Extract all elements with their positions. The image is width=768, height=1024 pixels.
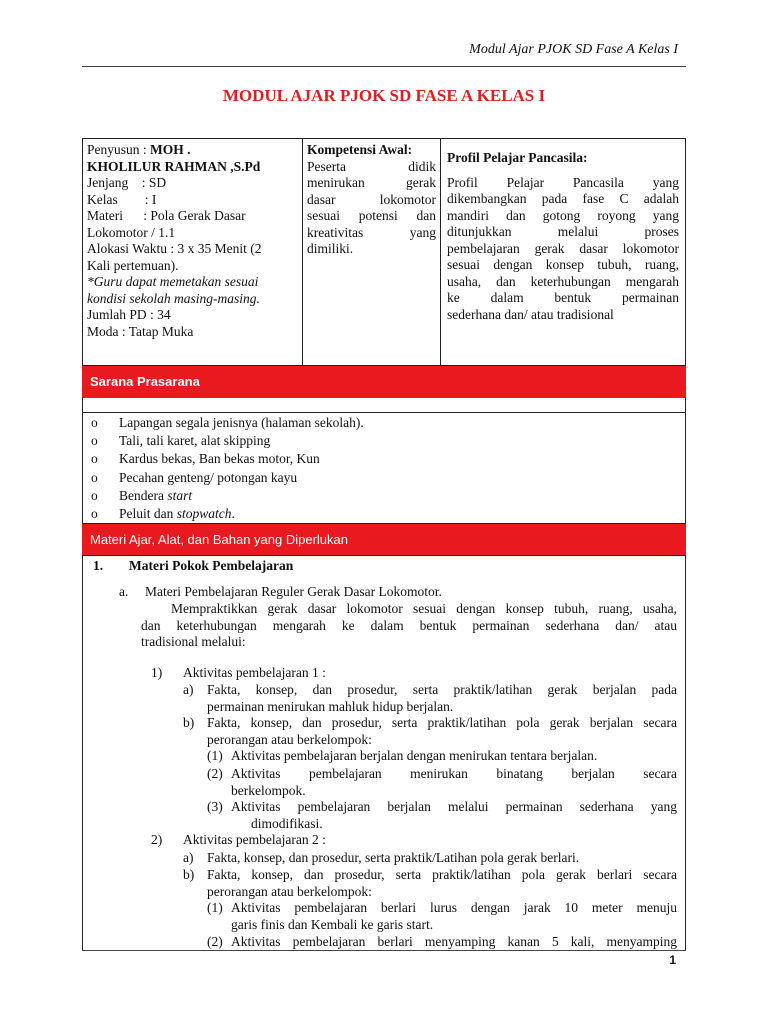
- activity-title: Aktivitas pembelajaran 2 :: [183, 832, 326, 847]
- item-label: a): [183, 850, 194, 865]
- profil-line: mandiri dan gotong royong yang: [447, 207, 679, 223]
- section-number: 1.: [93, 558, 104, 573]
- list-item: o Pecahan genteng/ potongan kayu: [91, 469, 298, 485]
- penyusun-name: MOH .: [150, 142, 191, 157]
- bullet-icon: o: [91, 415, 98, 430]
- profil-line: Profil Pelajar Pancasila yang: [447, 174, 679, 190]
- subitem-text: Aktivitas pembelajaran berlari menyamping kanan 5 kali, menyamping: [231, 934, 677, 949]
- footer-rule: [82, 950, 686, 951]
- subitem-text: Aktivitas pembelajaran berjalan melalui permainan sederhana yang dimodifikasi.: [231, 799, 677, 831]
- document-title: MODUL AJAR PJOK SD FASE A KELAS I: [222, 86, 546, 105]
- header-rule: [82, 66, 686, 67]
- kompetensi-line: dimiliki.: [307, 241, 354, 256]
- bullet-icon: o: [91, 487, 98, 503]
- subitem-text: Aktivitas pembelajaran menirukan binatang berjalan secara berkelompok.: [231, 766, 677, 798]
- item-text: Fakta, konsep, dan prosedur, serta praktik/Latihan pola gerak berlari.: [207, 850, 580, 865]
- sarana-heading: Sarana Prasarana: [82, 366, 686, 398]
- jumlah-pd: Jumlah PD : 34: [87, 307, 171, 322]
- materi: Materi : Pola Gerak Dasar: [87, 208, 246, 223]
- list-item: o Lapangan segala jenisnya (halaman sekolah).: [91, 415, 364, 430]
- moda: Moda : Tatap Muka: [87, 323, 194, 339]
- materi-ajar-heading: Materi Ajar, Alat, dan Bahan yang Diperlukan: [82, 524, 686, 555]
- subsection-label: a.: [119, 584, 129, 599]
- page-number: 1: [669, 953, 676, 967]
- subitem-label: (1): [207, 748, 223, 763]
- profil-heading: Profil Pelajar Pancasila:: [447, 150, 588, 165]
- info-column: [83, 139, 303, 365]
- item-label: b): [183, 715, 195, 730]
- bullet-icon: o: [91, 505, 98, 521]
- item-text: Fakta, konsep, dan prosedur, serta praktik/latihan pola gerak berlari secara perorangan atau berkelompok:: [207, 867, 677, 899]
- item-text: Fakta, konsep, dan prosedur, serta praktik/latihan pola gerak berjalan secara perorangan atau berkelompok:: [207, 715, 677, 747]
- intro-paragraph: Mempraktikkan gerak dasar lokomotor sesuai dengan konsep tubuh, ruang, usaha, dan keterhubungan mengarah ke dalam bentuk permainan sederhana dan/ atau tradisional melalui:: [141, 601, 677, 649]
- materi-ajar-content: [82, 555, 686, 950]
- bullet-icon: o: [91, 433, 98, 449]
- profil-line: ditunjukkan melalui proses: [447, 224, 679, 239]
- penyusun-name-cont: KHOLILUR RAHMAN ,S.Pd: [87, 158, 261, 174]
- info-table: [82, 138, 686, 366]
- profil-line: pembelajaran gerak dasar lokomotor: [447, 240, 679, 256]
- list-item: o Peluit dan stopwatch.: [91, 505, 235, 521]
- guru-note: *Guru dapat memetakan sesuai: [87, 274, 259, 289]
- profil-line: sederhana dan/ atau tradisional: [447, 306, 614, 322]
- kompetensi-column: [303, 139, 441, 365]
- profil-line: dikembangkan pada fase C adalah: [447, 191, 679, 206]
- kompetensi-line: dasar lokomotor: [307, 191, 436, 207]
- list-item: o Bendera start: [91, 487, 193, 503]
- profil-line: ke dalam bentuk permainan: [447, 290, 679, 305]
- list-item: o Tali, tali karet, alat skipping: [91, 433, 271, 449]
- running-header: Modul Ajar PJOK SD Fase A Kelas I: [469, 42, 678, 57]
- kompetensi-line: sesuai potensi dan: [307, 208, 436, 223]
- item-label: b): [183, 867, 195, 882]
- materi-cont: Lokomotor / 1.1: [87, 224, 176, 240]
- section-title: Materi Pokok Pembelajaran: [129, 558, 294, 573]
- alokasi-waktu: Alokasi Waktu : 3 x 35 Menit (2: [87, 241, 262, 256]
- spacer-row: [82, 398, 686, 412]
- subitem-label: (3): [207, 799, 223, 814]
- profil-line: sesuai dengan konsep tubuh, ruang,: [447, 257, 679, 272]
- subsection-title: Materi Pembelajaran Reguler Gerak Dasar Lokomotor.: [145, 584, 442, 599]
- activity-title: Aktivitas pembelajaran 1 :: [183, 665, 326, 680]
- profil-line: usaha, dan keterhubungan mengarah: [447, 273, 679, 289]
- penyusun-label: Penyusun :: [87, 142, 151, 157]
- jenjang: Jenjang : SD: [87, 175, 167, 190]
- subitem-text: Aktivitas pembelajaran berjalan dengan menirukan tentara berjalan.: [231, 748, 598, 763]
- item-label: a): [183, 682, 194, 697]
- kelas: Kelas : I: [87, 191, 157, 207]
- kompetensi-line: Peserta didik: [307, 158, 436, 174]
- subitem-label: (2): [207, 934, 223, 949]
- kompetensi-heading: Kompetensi Awal:: [307, 142, 413, 157]
- subitem-text: Aktivitas pembelajaran berlari lurus dengan jarak 10 meter menuju garis finis dan Kembali ke garis start.: [231, 900, 677, 932]
- bullet-icon: o: [91, 469, 98, 485]
- kompetensi-line: menirukan gerak: [307, 175, 436, 190]
- bullet-icon: o: [91, 451, 98, 467]
- subitem-label: (2): [207, 766, 223, 781]
- profil-column: [441, 139, 685, 365]
- subitem-label: (1): [207, 900, 223, 915]
- activity-number: 2): [151, 832, 163, 847]
- list-item: o Kardus bekas, Ban bekas motor, Kun: [91, 451, 320, 467]
- activity-number: 1): [151, 665, 163, 680]
- kompetensi-line: kreativitas yang: [307, 224, 436, 240]
- sarana-list: [82, 412, 686, 524]
- guru-note-cont: kondisi sekolah masing-masing.: [87, 290, 260, 306]
- alokasi-waktu-cont: Kali pertemuan).: [87, 257, 179, 273]
- item-text: Fakta, konsep, dan prosedur, serta praktik/latihan gerak berjalan pada permainan menirukan mahluk hidup berjalan.: [207, 682, 677, 714]
